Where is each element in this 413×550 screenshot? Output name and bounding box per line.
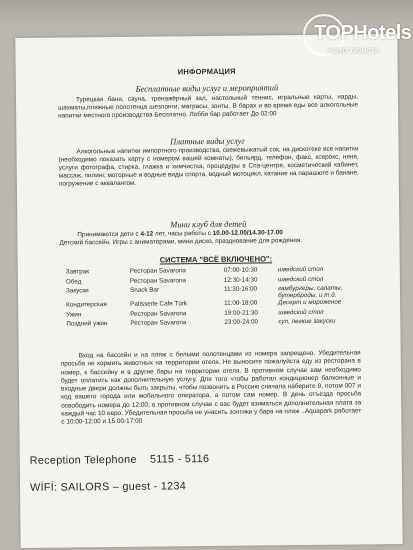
wifi-info: WİFİ: SAILORS – guest - 1234 — [29, 480, 187, 494]
meal-time: 11:00-18:00 — [224, 299, 258, 308]
meal-place: Patisserie Cafe Türk — [130, 300, 188, 309]
meal-note: гамбургеры, салаты, бутерброды, и т.д. — [277, 284, 343, 300]
meal-name: Ужин — [66, 311, 82, 319]
table-row — [64, 318, 360, 331]
meal-time: 07:00-10:30 — [223, 266, 258, 274]
meal-note: шведский стол — [277, 275, 324, 283]
kids-club-prefix: Принимаются дети с — [77, 230, 141, 239]
page-title: ИНФОРМАЦИЯ — [177, 66, 236, 77]
meal-place: Ресторан Savarona — [130, 310, 187, 318]
all-inclusive-title: СИСТЕМА "ВСЁ ВКЛЮЧЕНО": — [159, 254, 273, 265]
rules-paragraph: Вход на бассейн и на пляж с белыми полотенцами из номера запрещено. Убедительная просьба не кормить животных на территории отеля. Не выносите пожалуйста еду из ресторана в номер, к бассейну и в другие бары на территории отеля. В противном случае вам необходимо будет оплатить как дополнительную услугу. Для того чтобы работал кондиционер балконные и входные двери должны быть закрыты. чтобы позвонить в Россию сначала наберите 9, потом 007 и код вашего города или мобильного оператора, а потом сам номер. В день отъезда просьба освободить номера до 12:00, в противном случае с вас будет взиматься дополнительная плата за каждый час 10 евро. Убедительная просьба не унасить зонтики у бара на пляж ..Aquapark работает с 10:00-12:00 и 15:00-17:00 — [60, 349, 362, 426]
kids-club-ages: 4-12 — [140, 230, 154, 238]
kids-club-subtitle: Мини клуб для детей — [170, 218, 247, 230]
meal-time: 19:00-21:30 — [224, 309, 258, 317]
tophotels-watermark — [298, 6, 412, 82]
meal-name: Завтрак — [65, 268, 89, 276]
meal-note: шведский стол — [277, 265, 324, 274]
paid-services-subtitle: Платные виды услуг — [170, 135, 245, 147]
free-services-text — [58, 93, 358, 120]
free-services-paragraph: Турецкая баня, сауна, тренажёрный зал, настольный теннис, игральные карты, нарды, шахматы,пляжные полотенца шезлонги, матрасы, зонты. В барах и во время еды все алкогольные напитки местного производства Бесплатно. Лобби бар работает До 02:00 — [58, 93, 359, 120]
kids-club-hours: 10.00-12.00/14.30-17.00 — [212, 229, 283, 237]
reception-numbers: 5115 - 5116 — [149, 453, 210, 466]
meal-place: Ресторан Savarona — [129, 276, 187, 285]
meal-schedule-table — [64, 265, 361, 330]
watermark-brand: TOPHotels — [314, 22, 412, 44]
meal-note: Десерт и мороженое — [278, 299, 342, 307]
meal-place: Ресторан Savarona — [130, 319, 187, 328]
rules-text — [61, 349, 362, 427]
meal-place: Ресторан Savarona — [129, 267, 186, 275]
meal-name: Закуски — [65, 287, 89, 295]
meal-time: 23:00-24:00 — [224, 318, 258, 327]
kids-club-line-2: Детский бассейн. Игры с аниматорами, мини диско, празднование для рождения. — [59, 237, 303, 247]
paid-services-paragraph: Алкогольные напитки импортного производства, свежевыжатый сок, на дискотеке все напитки (необходимо показать карту с номером вашей комнаты), бильярд, телефон, факс, ксерокс, няня, услуги фотографа, стирка, глажка и химчистка, процедуры в Спа-центре, косметический кабинет, массаж, пилинг, моторные и водные виды спорта, водный мотоцикл, катание на парашюте и банане, погружение с аквалангом. — [58, 145, 359, 188]
watermark-caption: ФОТО ТУРИСТА — [328, 48, 380, 55]
reception-telephone — [30, 453, 210, 467]
info-sheet — [15, 34, 402, 548]
meal-place: Snack Bar — [129, 286, 160, 294]
free-services-subtitle: Бесплатные виды услуг и мероприятий — [135, 82, 279, 94]
meal-name: Поздний ужин — [66, 320, 108, 328]
kids-club-text — [59, 228, 359, 247]
meal-note: шведский стол — [278, 308, 324, 317]
meal-time: 12:30-14:30 — [223, 275, 258, 284]
meal-note: суп, легкие закуски — [278, 318, 336, 326]
meal-time: 11:30-16:00 — [223, 285, 258, 293]
reception-label: Reception Telephone — [29, 453, 137, 467]
meal-name: Обед — [65, 277, 82, 285]
paid-services-text — [59, 145, 359, 189]
kids-club-mid: лет, часы работы с — [153, 229, 213, 238]
meal-name: Кондитерская — [66, 301, 107, 309]
